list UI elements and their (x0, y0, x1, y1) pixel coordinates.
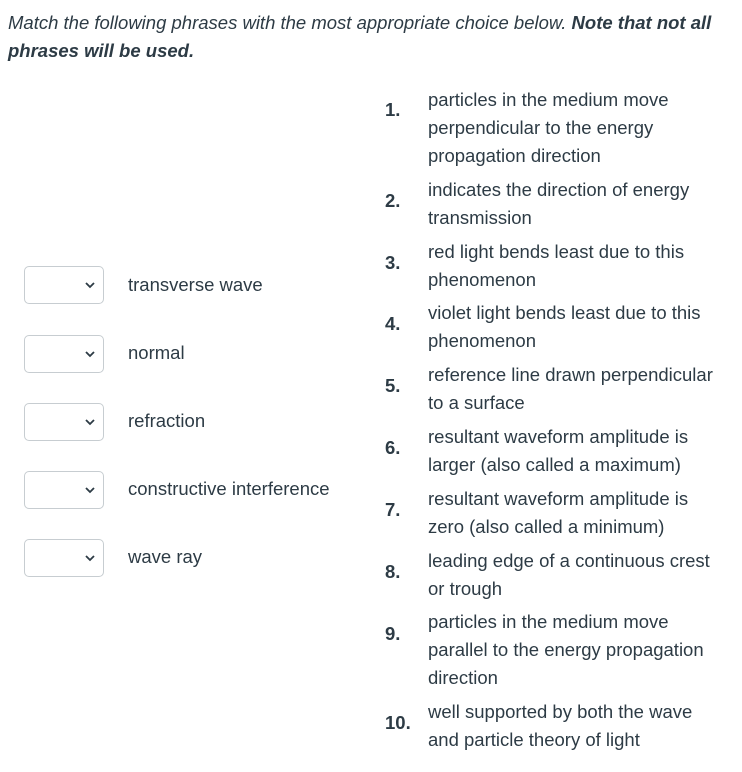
chevron-down-icon (82, 414, 98, 430)
choice-number: 1. (385, 99, 401, 120)
choice-number: 9. (385, 623, 401, 644)
choice-text: particles in the medium move parallel to the energy propagation direction (428, 611, 704, 688)
choice-number: 8. (385, 561, 401, 582)
phrase-label: wave ray (128, 546, 203, 567)
instructions-note: Note that not all phrases will be used. (8, 12, 712, 61)
choice-text: indicates the direction of energy transmission (428, 179, 690, 228)
phrase-label: transverse wave (128, 274, 263, 295)
match-select-2[interactable] (24, 335, 104, 373)
question-instructions (8, 9, 734, 65)
choice-text: resultant waveform amplitude is larger (also called a maximum) (428, 426, 689, 475)
choice-number: 4. (385, 313, 401, 334)
match-select-4[interactable] (24, 471, 104, 509)
match-select-3[interactable] (24, 403, 104, 441)
chevron-down-icon (82, 277, 98, 293)
choice-number: 2. (385, 190, 401, 211)
choice-text: red light bends least due to this phenomenon (428, 241, 685, 290)
choice-text: resultant waveform amplitude is zero (also called a minimum) (428, 488, 689, 537)
instructions-text: Match the following phrases with the most appropriate choice below. (8, 12, 572, 33)
choice-text: well supported by both the wave and particle theory of light (428, 701, 693, 750)
choice-text: leading edge of a continuous crest or trough (428, 550, 710, 599)
phrase-label: constructive interference (128, 478, 330, 499)
choice-number: 7. (385, 499, 401, 520)
chevron-down-icon (82, 550, 98, 566)
chevron-down-icon (82, 482, 98, 498)
phrase-label: normal (128, 342, 185, 363)
choice-text: reference line drawn perpendicular to a surface (428, 364, 713, 413)
choice-text: violet light bends least due to this phenomenon (428, 302, 701, 351)
choice-text: particles in the medium move perpendicular to the energy propagation direction (428, 89, 669, 166)
match-select-1[interactable] (24, 266, 104, 304)
phrase-label: refraction (128, 410, 206, 431)
chevron-down-icon (82, 346, 98, 362)
choice-number: 10. (385, 712, 411, 733)
choice-number: 6. (385, 437, 401, 458)
choice-number: 5. (385, 375, 401, 396)
choice-number: 3. (385, 252, 401, 273)
match-select-5[interactable] (24, 539, 104, 577)
